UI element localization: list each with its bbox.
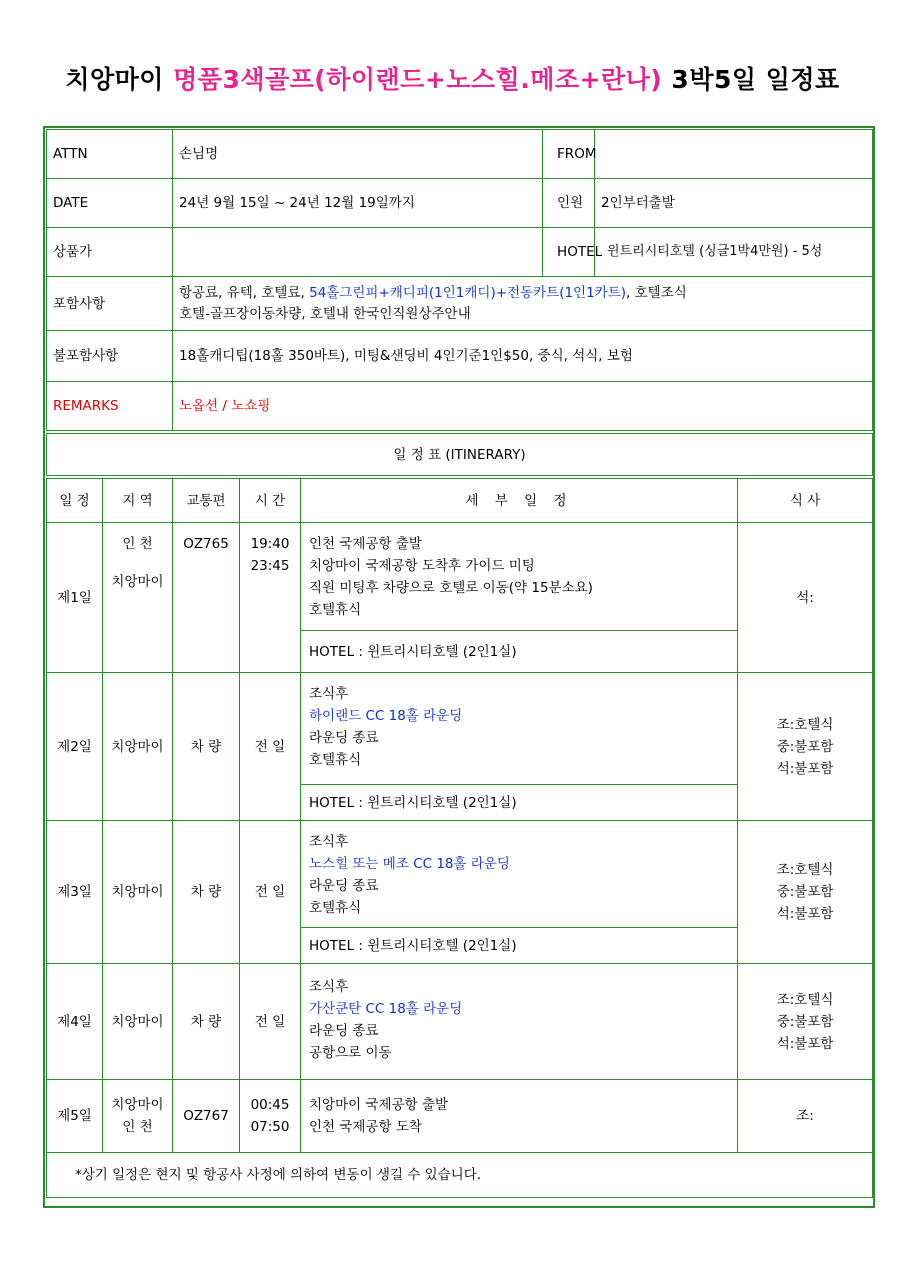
day-label: 제5일: [47, 1080, 103, 1153]
detail-line: 호텔휴식: [309, 602, 362, 618]
remarks-value: 노옵션 / 노쇼핑: [173, 382, 873, 431]
meal-breakfast: 조:호텔식: [776, 716, 834, 733]
golf-round: 하이랜드 CC 18홀 라운딩: [309, 708, 463, 724]
meal-dinner: 석:불포함: [776, 760, 834, 777]
price-row: [47, 228, 873, 277]
detail-line: 인천 국제공항 출발: [309, 536, 422, 552]
title-prefix: 치앙마이: [65, 65, 164, 94]
hotel-value: 윈트리시티호텔 (싱글1박4만원) - 5성: [595, 228, 873, 277]
page-title: [0, 60, 905, 96]
attn-label: ATTN: [47, 130, 173, 179]
excluded-value: 18홀캐디팁(18홀 350바트), 미팅&샌딩비 4인기준1인$50, 중식, 석식, 보험: [173, 331, 873, 382]
detail-line: 라운딩 종료: [309, 878, 379, 894]
meal-breakfast: 조:호텔식: [776, 991, 834, 1008]
date-value: 24년 9월 15일 ~ 24년 12월 19일까지: [173, 179, 543, 228]
itinerary-title: 일 정 표 (ITINERARY): [47, 434, 873, 476]
day-details: [301, 1080, 738, 1153]
included-row: [47, 277, 873, 331]
price-label: 상품가: [47, 228, 173, 277]
meal-breakfast: 조:호텔식: [776, 862, 834, 878]
day-transport: 차 량: [173, 673, 240, 821]
from-value: [595, 130, 873, 179]
day-row-5: [47, 1080, 873, 1153]
region-arrival: 인 천: [122, 1119, 153, 1135]
time-arrival: 23:45: [250, 558, 290, 574]
remarks-label: REMARKS: [47, 382, 173, 431]
meal-lunch: 중:불포함: [776, 1013, 834, 1030]
day-time: 전 일: [240, 964, 301, 1080]
detail-line: 조식후: [309, 979, 349, 995]
itinerary-table: [46, 129, 873, 1198]
date-row: [47, 179, 873, 228]
title-suffix: 3박5일 일정표: [671, 65, 840, 94]
day-hotel: HOTEL : 윈트리시티호텔 (2인1실): [301, 785, 738, 821]
included-line1-a: 항공료, 유텍, 호텔료,: [179, 284, 305, 301]
golf-round: 노스힐 또는 메조 CC 18홀 라운딩: [309, 856, 510, 872]
date-label: DATE: [47, 179, 173, 228]
meal-lunch: 중:불포함: [776, 884, 834, 900]
footer-row: [47, 1153, 873, 1198]
day-row-3: [47, 821, 873, 928]
day-time: 전 일: [240, 673, 301, 821]
detail-line: 치앙마이 국제공항 출발: [309, 1097, 449, 1113]
region-arrival: 치앙마이: [111, 574, 164, 590]
detail-line: 라운딩 종료: [309, 1023, 379, 1039]
footer-note: *상기 일정은 현지 및 항공사 사정에 의하여 변동이 생길 수 있습니다.: [47, 1153, 873, 1198]
region-departure: 인 천: [122, 536, 153, 552]
col-day: 일 정: [47, 479, 103, 523]
day-time: [240, 1080, 301, 1153]
time-departure: 19:40: [250, 536, 290, 552]
day-region: 치앙마이: [103, 673, 173, 821]
day-transport: OZ765: [173, 523, 240, 673]
remarks-row: [47, 382, 873, 431]
included-label: 포함사항: [47, 277, 173, 331]
meal-dinner: 석:불포함: [776, 1035, 834, 1052]
day-label: 제3일: [47, 821, 103, 964]
excluded-label: 불포함사항: [47, 331, 173, 382]
attn-row: [47, 130, 873, 179]
day-meal: [738, 821, 873, 964]
included-value: [173, 277, 873, 331]
hotel-label: HOTEL: [543, 228, 595, 277]
price-value: [173, 228, 543, 277]
day-time: 전 일: [240, 821, 301, 964]
people-value: 2인부터출발: [595, 179, 873, 228]
day-row-4: [47, 964, 873, 1080]
detail-line: 조식후: [309, 834, 349, 850]
region-departure: 치앙마이: [111, 1097, 164, 1113]
included-line1-c: , 호텔조식: [626, 284, 687, 301]
detail-line: 인천 국제공항 도착: [309, 1119, 422, 1135]
day-meal: [738, 964, 873, 1080]
column-header-row: [47, 479, 873, 523]
itinerary-title-row: [47, 434, 873, 476]
included-line2: 호텔-골프장이동차량, 호텔내 한국인직원상주안내: [179, 305, 471, 322]
day-row-2: [47, 673, 873, 785]
day-region: [103, 523, 173, 673]
detail-line: 직원 미팅후 차량으로 호텔로 이동(약 15분소요): [309, 580, 593, 596]
day-transport: 차 량: [173, 821, 240, 964]
detail-line: 호텔휴식: [309, 752, 362, 768]
meal-dinner: 석:불포함: [776, 906, 834, 922]
day-meal: [738, 673, 873, 821]
time-arrival: 07:50: [250, 1119, 290, 1135]
attn-value: 손님명: [173, 130, 543, 179]
day-region: 치앙마이: [103, 964, 173, 1080]
day-transport: OZ767: [173, 1080, 240, 1153]
col-transport: 교통편: [173, 479, 240, 523]
day-meal: 석:: [738, 523, 873, 673]
itinerary-document: [43, 126, 875, 1208]
detail-line: 조식후: [309, 686, 349, 702]
detail-line: 라운딩 종료: [309, 730, 379, 746]
day-label: 제1일: [47, 523, 103, 673]
day-region: 치앙마이: [103, 821, 173, 964]
col-detail: 세 부 일 정: [301, 479, 738, 523]
title-highlight: 명품3색골프(하이랜드+노스힐.메조+란나): [173, 65, 663, 94]
detail-line: 호텔휴식: [309, 900, 362, 916]
col-time: 시 간: [240, 479, 301, 523]
day-details: [301, 523, 738, 631]
included-golf-package: 54홀그린피+캐디피(1인1캐디)+전동카트(1인1카트): [309, 284, 627, 301]
day-details: [301, 964, 738, 1080]
day-hotel: HOTEL : 윈트리시티호텔 (2인1실): [301, 928, 738, 964]
golf-round: 가산쿤탄 CC 18홀 라운딩: [309, 1001, 463, 1017]
day-row-1: [47, 523, 873, 631]
meal-lunch: 중:불포함: [776, 738, 834, 755]
day-hotel: HOTEL : 윈트리시티호텔 (2인1실): [301, 631, 738, 673]
people-label: 인원: [543, 179, 595, 228]
day-meal: 조:: [738, 1080, 873, 1153]
day-region: [103, 1080, 173, 1153]
day-time: [240, 523, 301, 673]
col-meal: 식 사: [738, 479, 873, 523]
from-label: FROM: [543, 130, 595, 179]
excluded-row: [47, 331, 873, 382]
detail-line: 치앙마이 국제공항 도착후 가이드 미팅: [309, 558, 535, 574]
day-details: [301, 821, 738, 928]
day-label: 제2일: [47, 673, 103, 821]
col-region: 지 역: [103, 479, 173, 523]
detail-line: 공항으로 이동: [309, 1045, 392, 1061]
time-departure: 00:45: [250, 1097, 290, 1113]
day-transport: 차 량: [173, 964, 240, 1080]
day-details: [301, 673, 738, 785]
day-label: 제4일: [47, 964, 103, 1080]
